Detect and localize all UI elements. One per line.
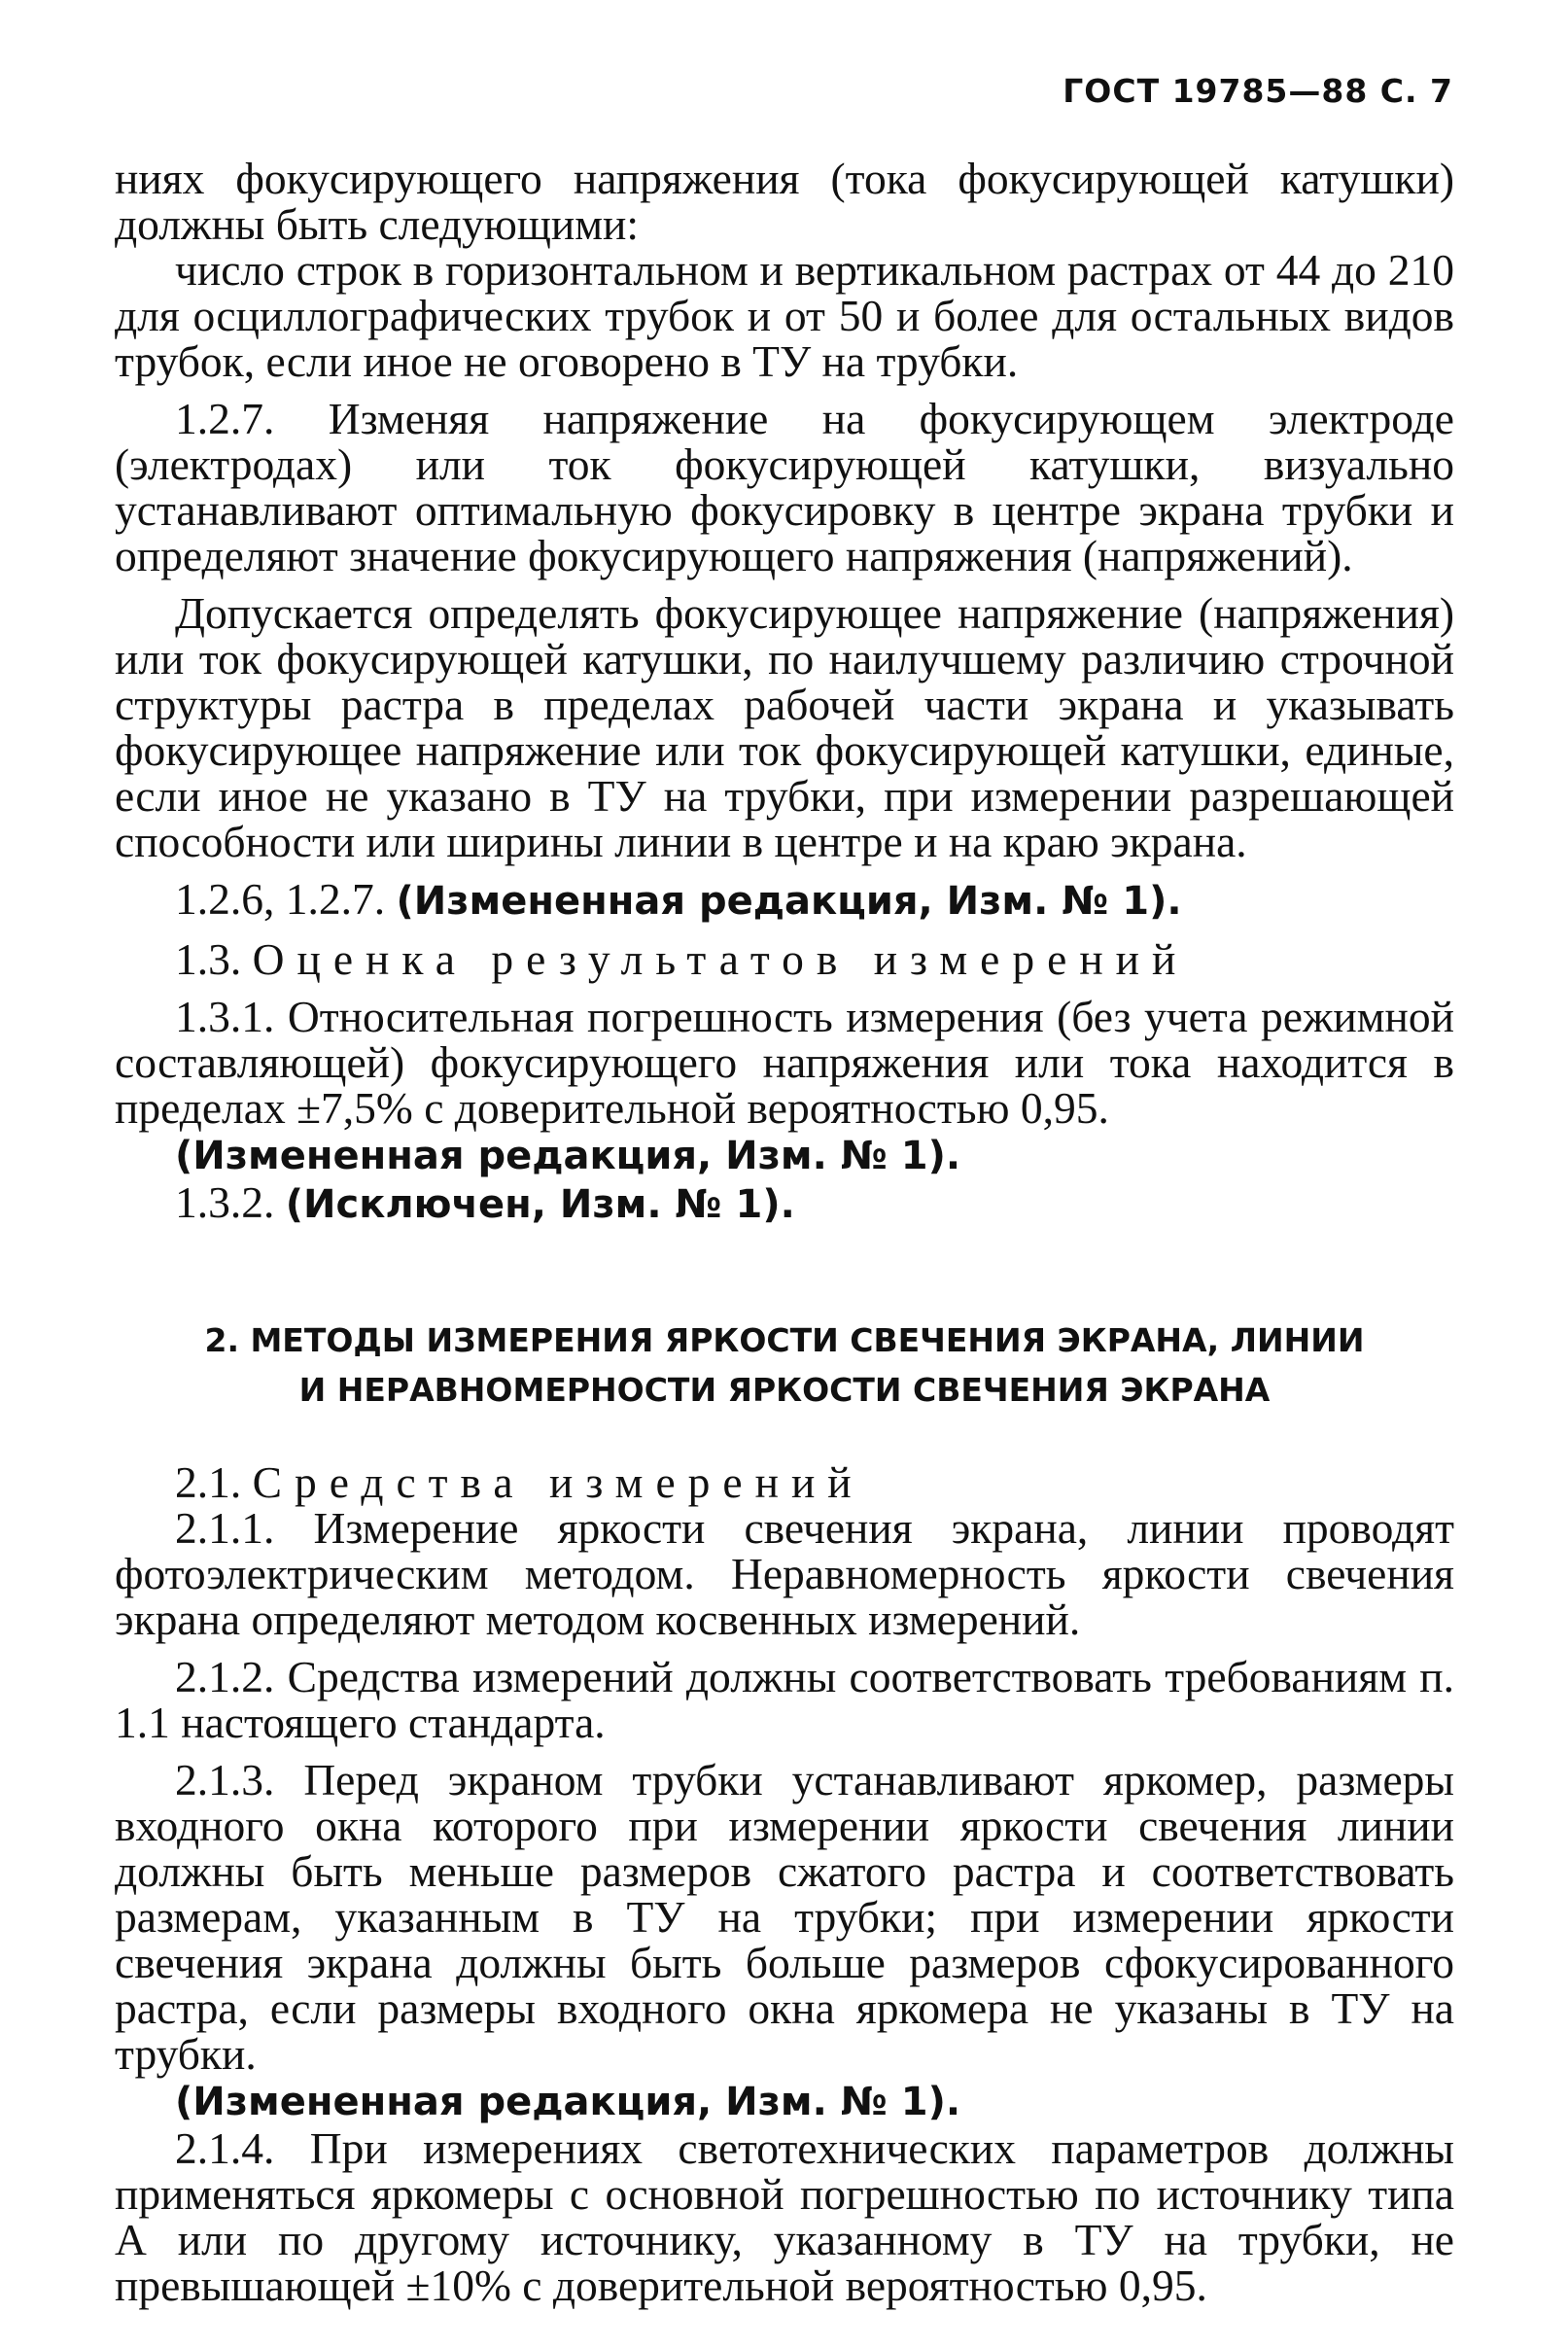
- document-body: [115, 156, 1454, 2308]
- paragraph-2-1-2: 2.1.2. Средства измерений должны соответствовать требованиям п. 1.1 настоящего стандарта.: [115, 1652, 1454, 1747]
- section-heading-line: И НЕРАВНОМЕРНОСТИ ЯРКОСТИ СВЕЧЕНИЯ ЭКРАНА: [298, 1371, 1271, 1409]
- paragraph-1-3-2: [115, 1179, 1454, 1228]
- section-heading: [115, 1315, 1454, 1415]
- page-header: ГОСТ 19785—88 С. 7: [1063, 72, 1453, 110]
- subsection-heading-2-1: [115, 1459, 1454, 1505]
- paragraph-2-1-1: 2.1.1. Измерение яркости свечения экрана, линии проводят фотоэлектрическим методом. Неравномерность яркости свечения экрана определяют методом косвенных измерений.: [115, 1503, 1454, 1644]
- subsection-heading-1-3: [115, 936, 1454, 982]
- amendment-text: (Измененная редакция, Изм. № 1).: [175, 2080, 961, 2124]
- paragraph: число строк в горизонтальном и вертикальном растрах от 44 до 210 для осциллографических трубок и от 50 и более для остальных видов трубок, если иное не оговорено в ТУ на трубки.: [115, 245, 1454, 386]
- section-heading-line: 2. МЕТОДЫ ИЗМЕРЕНИЯ ЯРКОСТИ СВЕЧЕНИЯ ЭКРАНА, ЛИНИИ: [204, 1321, 1365, 1359]
- excluded-note: (Исключен, Изм. № 1).: [285, 1182, 795, 1227]
- paragraph-2-1-4: 2.1.4. При измерениях светотехнических параметров должны применяться яркомеры с основной погрешностью по источнику типа А или по другому источнику, указанному в ТУ на трубки, не превышающей ±10% с доверительной вероятностью 0,95.: [115, 2123, 1454, 2310]
- amendment-note: [115, 876, 1454, 925]
- paragraph: Допускается определять фокусирующее напряжение (напряжения) или ток фокусирующей катушки, по наилучшему различию строчной структуры растра в пределах рабочей части экрана и указывать фокусирующее напряжение или ток фокусирующей катушки, единые, если иное не указано в ТУ на трубки, при измерении разрешающей способности или ширины линии в центре и на краю экрана.: [115, 588, 1454, 866]
- subsection-number: 2.1.: [175, 1457, 253, 1507]
- clause-number: 1.3.2.: [175, 1177, 286, 1227]
- subsection-title: Средства измерений: [252, 1457, 864, 1507]
- amendment-text: (Измененная редакция, Изм. № 1).: [175, 1134, 961, 1178]
- clause-numbers: 1.2.6, 1.2.7.: [175, 874, 397, 924]
- amendment-note: [115, 1131, 1454, 1179]
- amendment-note: [115, 2077, 1454, 2125]
- subsection-number: 1.3.: [175, 934, 253, 984]
- paragraph: ниях фокусирующего напряжения (тока фокусирующей катушки) должны быть следующими:: [115, 154, 1454, 249]
- paragraph-1-2-7: 1.2.7. Изменяя напряжение на фокусирующем электроде (электродах) или ток фокусирующей катушки, визуально устанавливают оптимальную фокусировку в центре экрана трубки и определяют значение фокусирующего напряжения (напряжений).: [115, 394, 1454, 580]
- amendment-text: (Измененная редакция, Изм. № 1).: [396, 879, 1182, 924]
- paragraph-2-1-3: 2.1.3. Перед экраном трубки устанавливают яркомер, размеры входного окна которого при измерении яркости свечения линии должны быть меньше размеров сжатого растра и соответствовать размерам, указанным в ТУ на трубки; при измерении яркости свечения экрана должны быть больше размеров сфокусированного растра, если размеры входного окна яркомера не указаны в ТУ на трубки.: [115, 1755, 1454, 2079]
- subsection-title: Оценка результатов измерений: [252, 934, 1189, 984]
- paragraph-1-3-1: 1.3.1. Относительная погрешность измерения (без учета режимной составляющей) фокусирующего напряжения или тока находится в пределах ±7,5% с доверительной вероятностью 0,95.: [115, 992, 1454, 1133]
